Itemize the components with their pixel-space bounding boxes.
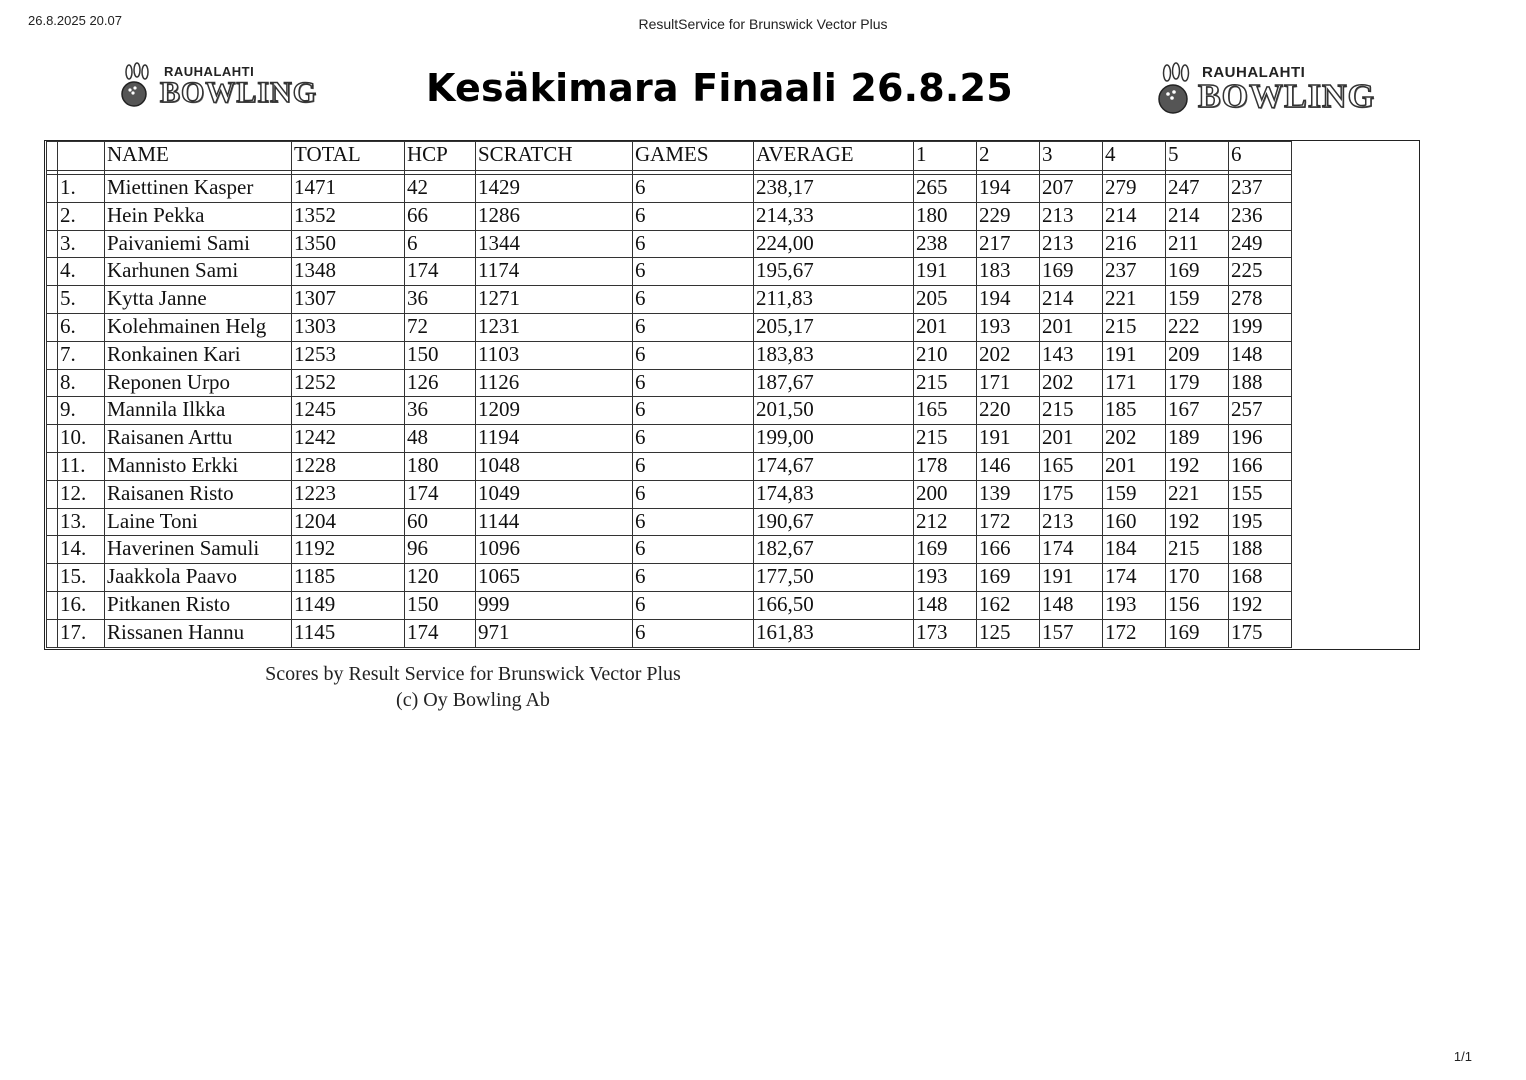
table-row: [47, 591, 1292, 619]
logo-big-text: BOWLING: [1198, 78, 1376, 115]
game-3-score-cell: 215: [1040, 397, 1103, 425]
header-cell-total: TOTAL: [292, 142, 405, 171]
rank-cell: 5.: [58, 286, 105, 314]
game-4-score-cell: 202: [1103, 425, 1166, 453]
name-cell: Hein Pekka: [105, 202, 292, 230]
games-cell: 6: [633, 341, 754, 369]
table-header-row: [47, 142, 1292, 171]
page-number: 1/1: [1453, 1049, 1472, 1064]
name-cell: Kytta Janne: [105, 286, 292, 314]
hcp-cell: 6: [405, 230, 476, 258]
footer-line-1: Scores by Result Service for Brunswick Vector Plus: [265, 663, 681, 685]
hcp-cell: 36: [405, 286, 476, 314]
games-cell: 6: [633, 230, 754, 258]
table-row: [47, 286, 1292, 314]
header-cell-average: AVERAGE: [754, 142, 914, 171]
scratch-cell: 999: [476, 591, 633, 619]
row-blank-cell: [47, 341, 58, 369]
hcp-cell: 180: [405, 452, 476, 480]
game-3-score-cell: 213: [1040, 202, 1103, 230]
game-2-score-cell: 194: [977, 286, 1040, 314]
games-cell: 6: [633, 286, 754, 314]
row-blank-cell: [47, 286, 58, 314]
header-cell-game-4: 4: [1103, 142, 1166, 171]
game-2-score-cell: 139: [977, 480, 1040, 508]
scratch-cell: 1048: [476, 452, 633, 480]
row-blank-cell: [47, 202, 58, 230]
game-6-score-cell: 236: [1229, 202, 1292, 230]
game-4-score-cell: 214: [1103, 202, 1166, 230]
row-blank-cell: [47, 452, 58, 480]
total-cell: 1245: [292, 397, 405, 425]
table-row: [47, 369, 1292, 397]
print-header-title: ResultService for Brunswick Vector Plus: [638, 16, 888, 32]
hcp-cell: 174: [405, 258, 476, 286]
rank-cell: 6.: [58, 313, 105, 341]
average-cell: 190,67: [754, 508, 914, 536]
header-cell-games: GAMES: [633, 142, 754, 171]
game-1-score-cell: 180: [914, 202, 977, 230]
rank-cell: 8.: [58, 369, 105, 397]
logo-right: [1158, 62, 1376, 122]
game-5-score-cell: 222: [1166, 313, 1229, 341]
total-cell: 1471: [292, 175, 405, 203]
rank-cell: 9.: [58, 397, 105, 425]
logo-left: [120, 62, 318, 122]
scratch-cell: 1429: [476, 175, 633, 203]
table-row: [47, 480, 1292, 508]
row-blank-cell: [47, 508, 58, 536]
rank-cell: 2.: [58, 202, 105, 230]
game-5-score-cell: 215: [1166, 536, 1229, 564]
hcp-cell: 60: [405, 508, 476, 536]
game-2-score-cell: 169: [977, 564, 1040, 592]
game-6-score-cell: 188: [1229, 369, 1292, 397]
name-cell: Raisanen Risto: [105, 480, 292, 508]
total-cell: 1145: [292, 619, 405, 647]
game-4-score-cell: 215: [1103, 313, 1166, 341]
games-cell: 6: [633, 564, 754, 592]
games-cell: 6: [633, 619, 754, 647]
scratch-cell: 1096: [476, 536, 633, 564]
hcp-cell: 36: [405, 397, 476, 425]
game-6-score-cell: 196: [1229, 425, 1292, 453]
games-cell: 6: [633, 591, 754, 619]
game-5-score-cell: 209: [1166, 341, 1229, 369]
average-cell: 174,83: [754, 480, 914, 508]
average-cell: 174,67: [754, 452, 914, 480]
name-cell: Miettinen Kasper: [105, 175, 292, 203]
footer-line-2: (c) Oy Bowling Ab: [396, 689, 550, 711]
total-cell: 1192: [292, 536, 405, 564]
game-4-score-cell: 216: [1103, 230, 1166, 258]
scratch-cell: 1209: [476, 397, 633, 425]
hcp-cell: 150: [405, 591, 476, 619]
game-2-score-cell: 171: [977, 369, 1040, 397]
game-5-score-cell: 159: [1166, 286, 1229, 314]
game-6-score-cell: 257: [1229, 397, 1292, 425]
games-cell: 6: [633, 425, 754, 453]
game-3-score-cell: 157: [1040, 619, 1103, 647]
game-2-score-cell: 166: [977, 536, 1040, 564]
average-cell: 187,67: [754, 369, 914, 397]
game-4-score-cell: 185: [1103, 397, 1166, 425]
average-cell: 224,00: [754, 230, 914, 258]
scratch-cell: 1194: [476, 425, 633, 453]
game-3-score-cell: 174: [1040, 536, 1103, 564]
games-cell: 6: [633, 536, 754, 564]
rank-cell: 7.: [58, 341, 105, 369]
average-cell: 177,50: [754, 564, 914, 592]
game-4-score-cell: 191: [1103, 341, 1166, 369]
game-1-score-cell: 200: [914, 480, 977, 508]
game-2-score-cell: 162: [977, 591, 1040, 619]
logo-small-text: RAUHALAHTI: [164, 64, 255, 79]
name-cell: Mannisto Erkki: [105, 452, 292, 480]
average-cell: 166,50: [754, 591, 914, 619]
game-6-score-cell: 148: [1229, 341, 1292, 369]
game-6-score-cell: 225: [1229, 258, 1292, 286]
game-5-score-cell: 179: [1166, 369, 1229, 397]
game-1-score-cell: 212: [914, 508, 977, 536]
average-cell: 211,83: [754, 286, 914, 314]
total-cell: 1350: [292, 230, 405, 258]
row-blank-cell: [47, 536, 58, 564]
scratch-cell: 1126: [476, 369, 633, 397]
game-5-score-cell: 189: [1166, 425, 1229, 453]
game-6-score-cell: 195: [1229, 508, 1292, 536]
games-cell: 6: [633, 175, 754, 203]
table-row: [47, 619, 1292, 647]
total-cell: 1352: [292, 202, 405, 230]
total-cell: 1149: [292, 591, 405, 619]
total-cell: 1307: [292, 286, 405, 314]
game-5-score-cell: 214: [1166, 202, 1229, 230]
scratch-cell: 1065: [476, 564, 633, 592]
game-4-score-cell: 184: [1103, 536, 1166, 564]
game-2-score-cell: 202: [977, 341, 1040, 369]
game-3-score-cell: 165: [1040, 452, 1103, 480]
logo-big-text: BOWLING: [160, 76, 318, 109]
table-row: [47, 258, 1292, 286]
table-row: [47, 202, 1292, 230]
page-title: Kesäkimara Finaali 26.8.25: [426, 66, 1013, 110]
rank-cell: 16.: [58, 591, 105, 619]
bowling-pins-icon: [1158, 62, 1200, 118]
hcp-cell: 96: [405, 536, 476, 564]
header-cell-game-2: 2: [977, 142, 1040, 171]
hcp-cell: 66: [405, 202, 476, 230]
header-cell-game-5: 5: [1166, 142, 1229, 171]
game-3-score-cell: 175: [1040, 480, 1103, 508]
table-row: [47, 536, 1292, 564]
game-1-score-cell: 238: [914, 230, 977, 258]
hcp-cell: 48: [405, 425, 476, 453]
name-cell: Rissanen Hannu: [105, 619, 292, 647]
game-3-score-cell: 201: [1040, 425, 1103, 453]
game-1-score-cell: 193: [914, 564, 977, 592]
games-cell: 6: [633, 258, 754, 286]
row-blank-cell: [47, 369, 58, 397]
game-2-score-cell: 193: [977, 313, 1040, 341]
scratch-cell: 1286: [476, 202, 633, 230]
game-6-score-cell: 199: [1229, 313, 1292, 341]
header-cell-game-1: 1: [914, 142, 977, 171]
average-cell: 214,33: [754, 202, 914, 230]
total-cell: 1185: [292, 564, 405, 592]
game-2-score-cell: 220: [977, 397, 1040, 425]
total-cell: 1348: [292, 258, 405, 286]
name-cell: Laine Toni: [105, 508, 292, 536]
average-cell: 201,50: [754, 397, 914, 425]
header-cell-name: NAME: [105, 142, 292, 171]
game-6-score-cell: 155: [1229, 480, 1292, 508]
logo-small-text: RAUHALAHTI: [1202, 64, 1306, 81]
header-cell-scratch: SCRATCH: [476, 142, 633, 171]
game-5-score-cell: 211: [1166, 230, 1229, 258]
total-cell: 1253: [292, 341, 405, 369]
total-cell: 1252: [292, 369, 405, 397]
row-blank-cell: [47, 564, 58, 592]
game-5-score-cell: 192: [1166, 508, 1229, 536]
hcp-cell: 174: [405, 480, 476, 508]
name-cell: Haverinen Samuli: [105, 536, 292, 564]
game-4-score-cell: 193: [1103, 591, 1166, 619]
average-cell: 238,17: [754, 175, 914, 203]
row-blank-cell: [47, 230, 58, 258]
scratch-cell: 1049: [476, 480, 633, 508]
game-6-score-cell: 237: [1229, 175, 1292, 203]
game-1-score-cell: 178: [914, 452, 977, 480]
scratch-cell: 1103: [476, 341, 633, 369]
average-cell: 195,67: [754, 258, 914, 286]
scratch-cell: 1174: [476, 258, 633, 286]
game-5-score-cell: 221: [1166, 480, 1229, 508]
game-4-score-cell: 159: [1103, 480, 1166, 508]
game-5-score-cell: 169: [1166, 619, 1229, 647]
row-blank-cell: [47, 480, 58, 508]
average-cell: 205,17: [754, 313, 914, 341]
name-cell: Pitkanen Risto: [105, 591, 292, 619]
game-2-score-cell: 172: [977, 508, 1040, 536]
game-4-score-cell: 237: [1103, 258, 1166, 286]
row-blank-cell: [47, 175, 58, 203]
rank-cell: 12.: [58, 480, 105, 508]
game-2-score-cell: 229: [977, 202, 1040, 230]
game-1-score-cell: 205: [914, 286, 977, 314]
table-row: [47, 508, 1292, 536]
total-cell: 1223: [292, 480, 405, 508]
scratch-cell: 1271: [476, 286, 633, 314]
games-cell: 6: [633, 480, 754, 508]
results-table: [46, 141, 1292, 648]
game-1-score-cell: 201: [914, 313, 977, 341]
scratch-cell: 1231: [476, 313, 633, 341]
rank-cell: 11.: [58, 452, 105, 480]
game-5-score-cell: 170: [1166, 564, 1229, 592]
game-3-score-cell: 201: [1040, 313, 1103, 341]
average-cell: 161,83: [754, 619, 914, 647]
rank-cell: 3.: [58, 230, 105, 258]
rank-cell: 15.: [58, 564, 105, 592]
table-row: [47, 564, 1292, 592]
average-cell: 182,67: [754, 536, 914, 564]
games-cell: 6: [633, 369, 754, 397]
footer: [0, 661, 946, 713]
table-row: [47, 425, 1292, 453]
game-4-score-cell: 172: [1103, 619, 1166, 647]
table-row: [47, 230, 1292, 258]
game-3-score-cell: 148: [1040, 591, 1103, 619]
header-cell-rank: [58, 142, 105, 171]
game-2-score-cell: 146: [977, 452, 1040, 480]
games-cell: 6: [633, 313, 754, 341]
game-1-score-cell: 215: [914, 425, 977, 453]
rank-cell: 13.: [58, 508, 105, 536]
row-blank-cell: [47, 258, 58, 286]
table-row: [47, 397, 1292, 425]
print-datetime: 26.8.2025 20.07: [28, 13, 122, 28]
games-cell: 6: [633, 508, 754, 536]
game-4-score-cell: 174: [1103, 564, 1166, 592]
games-cell: 6: [633, 202, 754, 230]
rank-cell: 17.: [58, 619, 105, 647]
name-cell: Paivaniemi Sami: [105, 230, 292, 258]
average-cell: 183,83: [754, 341, 914, 369]
game-3-score-cell: 191: [1040, 564, 1103, 592]
game-3-score-cell: 207: [1040, 175, 1103, 203]
rank-cell: 1.: [58, 175, 105, 203]
game-4-score-cell: 201: [1103, 452, 1166, 480]
average-cell: 199,00: [754, 425, 914, 453]
game-1-score-cell: 173: [914, 619, 977, 647]
name-cell: Mannila Ilkka: [105, 397, 292, 425]
table-row: [47, 341, 1292, 369]
header-cell-game-3: 3: [1040, 142, 1103, 171]
table-row: [47, 175, 1292, 203]
rank-cell: 14.: [58, 536, 105, 564]
header-cell-game-6: 6: [1229, 142, 1292, 171]
game-1-score-cell: 165: [914, 397, 977, 425]
name-cell: Reponen Urpo: [105, 369, 292, 397]
game-5-score-cell: 169: [1166, 258, 1229, 286]
hcp-cell: 174: [405, 619, 476, 647]
game-3-score-cell: 213: [1040, 508, 1103, 536]
row-blank-cell: [47, 425, 58, 453]
total-cell: 1303: [292, 313, 405, 341]
games-cell: 6: [633, 452, 754, 480]
game-3-score-cell: 202: [1040, 369, 1103, 397]
game-3-score-cell: 213: [1040, 230, 1103, 258]
game-6-score-cell: 278: [1229, 286, 1292, 314]
bowling-pins-icon: [120, 62, 162, 110]
scratch-cell: 1344: [476, 230, 633, 258]
name-cell: Raisanen Arttu: [105, 425, 292, 453]
hcp-cell: 42: [405, 175, 476, 203]
game-1-score-cell: 215: [914, 369, 977, 397]
game-5-score-cell: 247: [1166, 175, 1229, 203]
header-cell-blank: [47, 142, 58, 171]
game-2-score-cell: 125: [977, 619, 1040, 647]
game-1-score-cell: 148: [914, 591, 977, 619]
name-cell: Ronkainen Kari: [105, 341, 292, 369]
game-1-score-cell: 169: [914, 536, 977, 564]
hcp-cell: 150: [405, 341, 476, 369]
hcp-cell: 72: [405, 313, 476, 341]
hcp-cell: 120: [405, 564, 476, 592]
game-4-score-cell: 221: [1103, 286, 1166, 314]
rank-cell: 10.: [58, 425, 105, 453]
game-6-score-cell: 192: [1229, 591, 1292, 619]
games-cell: 6: [633, 397, 754, 425]
game-2-score-cell: 217: [977, 230, 1040, 258]
row-blank-cell: [47, 313, 58, 341]
game-5-score-cell: 156: [1166, 591, 1229, 619]
game-6-score-cell: 168: [1229, 564, 1292, 592]
total-cell: 1228: [292, 452, 405, 480]
scratch-cell: 971: [476, 619, 633, 647]
game-3-score-cell: 143: [1040, 341, 1103, 369]
game-1-score-cell: 210: [914, 341, 977, 369]
row-blank-cell: [47, 591, 58, 619]
game-4-score-cell: 160: [1103, 508, 1166, 536]
table-row: [47, 313, 1292, 341]
game-2-score-cell: 191: [977, 425, 1040, 453]
game-5-score-cell: 192: [1166, 452, 1229, 480]
game-2-score-cell: 194: [977, 175, 1040, 203]
game-2-score-cell: 183: [977, 258, 1040, 286]
game-6-score-cell: 166: [1229, 452, 1292, 480]
header-cell-hcp: HCP: [405, 142, 476, 171]
name-cell: Jaakkola Paavo: [105, 564, 292, 592]
game-1-score-cell: 265: [914, 175, 977, 203]
game-1-score-cell: 191: [914, 258, 977, 286]
name-cell: Karhunen Sami: [105, 258, 292, 286]
game-3-score-cell: 169: [1040, 258, 1103, 286]
scratch-cell: 1144: [476, 508, 633, 536]
total-cell: 1204: [292, 508, 405, 536]
game-3-score-cell: 214: [1040, 286, 1103, 314]
name-cell: Kolehmainen Helg: [105, 313, 292, 341]
game-6-score-cell: 188: [1229, 536, 1292, 564]
rank-cell: 4.: [58, 258, 105, 286]
game-5-score-cell: 167: [1166, 397, 1229, 425]
row-blank-cell: [47, 619, 58, 647]
table-row: [47, 452, 1292, 480]
game-6-score-cell: 175: [1229, 619, 1292, 647]
game-6-score-cell: 249: [1229, 230, 1292, 258]
row-blank-cell: [47, 397, 58, 425]
game-4-score-cell: 279: [1103, 175, 1166, 203]
game-4-score-cell: 171: [1103, 369, 1166, 397]
total-cell: 1242: [292, 425, 405, 453]
hcp-cell: 126: [405, 369, 476, 397]
